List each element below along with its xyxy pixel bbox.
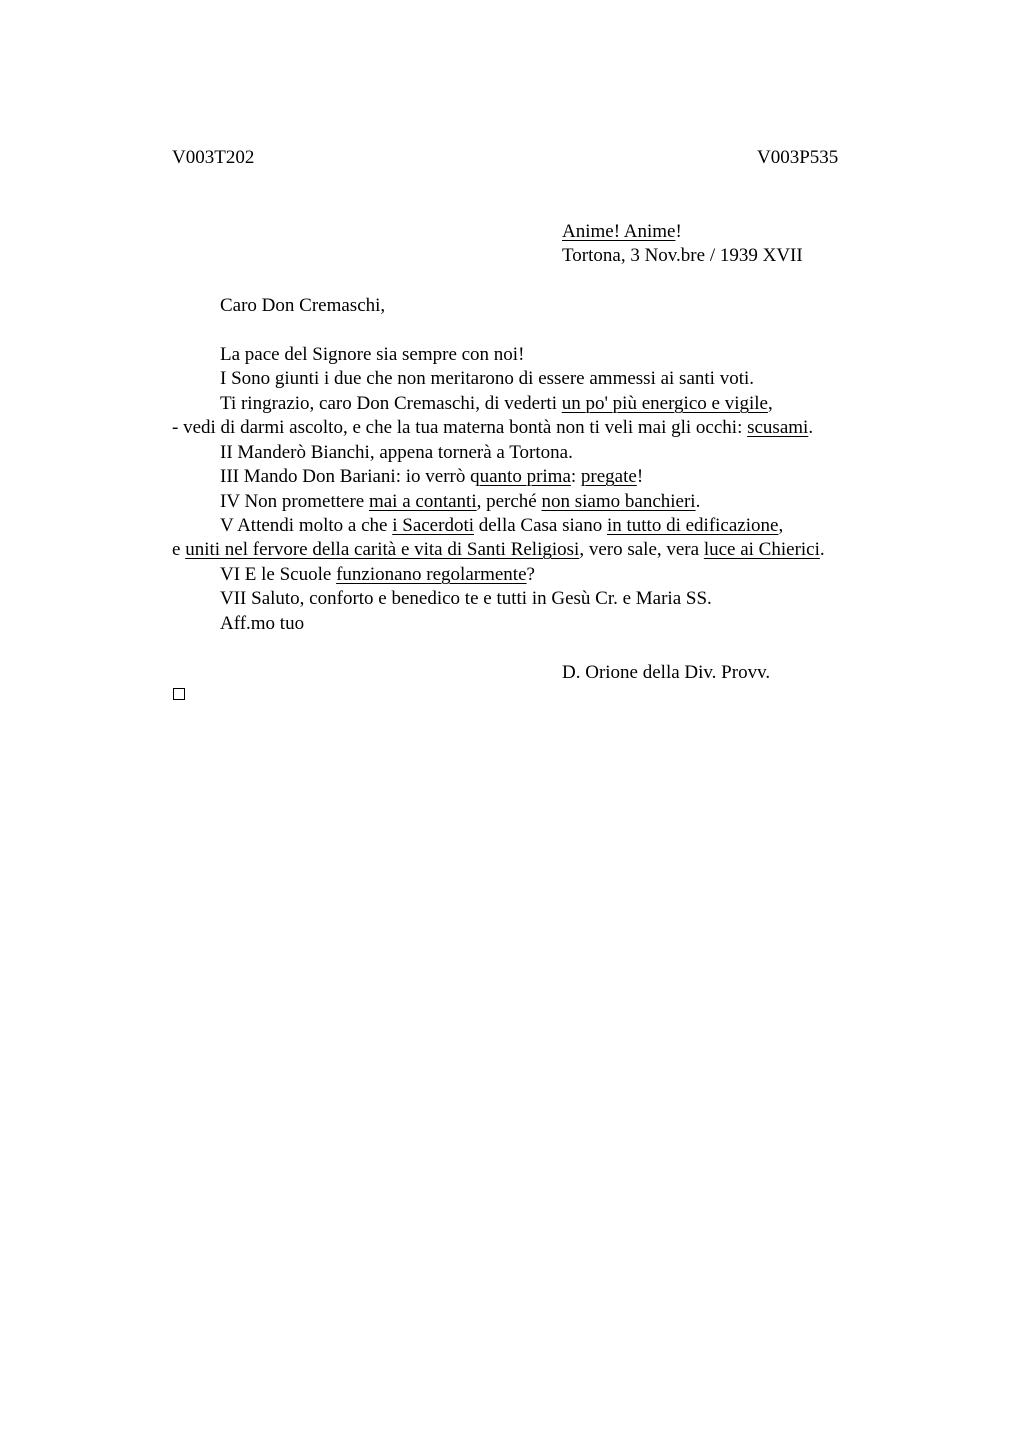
place-date: Tortona, 3 Nov.bre / 1939 XVII (562, 245, 803, 266)
body-line-9 (172, 538, 825, 562)
body-line-6-underlined-2: pregate (580, 466, 637, 487)
body-line-10-underlined: funzionano regolarmente (336, 564, 527, 585)
body-line-4-text: - vedi di darmi ascolto, e che la tua materna bontà non ti veli mai gli occhi: (172, 417, 748, 438)
body-line-6-text: III Mando Don Bariani: io verrò q (220, 466, 480, 487)
body-line-6-sep: : (570, 466, 581, 487)
body-line-12: Aff.mo tuo (220, 613, 305, 634)
body-line-10 (220, 563, 535, 587)
left-document-code: V003T202 (172, 147, 255, 168)
body-line-8-underlined-1: i Sacerdoti (392, 515, 474, 536)
body-line-3-text: Ti ringrazio, caro Don Cremaschi, di vederti (220, 393, 562, 414)
body-line-7-underlined-1: mai a contanti (368, 491, 477, 512)
body-line-4-underlined: scusami (747, 417, 809, 438)
body-line-8-text: V Attendi molto a che (220, 515, 393, 536)
body-line-9-mid: , vero sale, vera (579, 539, 704, 560)
body-line-7-end: . (695, 491, 701, 512)
body-line-1: La pace del Signore sia sempre con noi! (220, 344, 525, 365)
right-document-code: V003P535 (757, 147, 839, 168)
salutation: Caro Don Cremaschi, (220, 295, 386, 316)
body-line-5: II Manderò Bianchi, appena tornerà a Tortona. (220, 442, 573, 463)
motto (562, 220, 682, 244)
body-line-10-text: VI E le Scuole (220, 564, 337, 585)
body-line-7-mid: , perché (476, 491, 542, 512)
body-line-9-underlined-2: luce ai Chierici (703, 539, 820, 560)
body-line-4-end: . (808, 417, 814, 438)
body-line-7-underlined-2: non siamo banchieri (541, 491, 696, 512)
body-line-3-end: , (767, 393, 773, 414)
signature: D. Orione della Div. Provv. (562, 662, 771, 683)
body-line-3-underlined: un po' più energico e vigile (561, 393, 768, 414)
motto-exclamation: ! (675, 221, 682, 242)
body-line-8-end: , (778, 515, 784, 536)
body-line-3 (220, 392, 773, 416)
body-line-6-end: ! (636, 466, 644, 487)
body-line-6-underlined-1: uanto prima (479, 466, 571, 487)
body-line-8-underlined-2: in tutto di edificazione (606, 515, 779, 536)
body-line-8-mid: della Casa siano (474, 515, 607, 536)
body-line-9-underlined-1: uniti nel fervore della carità e vita di Santi Religiosi (185, 539, 580, 560)
body-line-10-end: ? (526, 564, 535, 585)
body-line-2: I Sono giunti i due che non meritarono di essere ammessi ai santi voti. (220, 368, 755, 389)
motto-underlined: Anime! Anime (562, 221, 676, 242)
checkbox-square-icon (173, 688, 185, 700)
body-line-7-text: IV Non promettere (220, 491, 369, 512)
body-line-8 (220, 514, 783, 538)
body-line-6 (220, 465, 643, 489)
body-line-4 (172, 416, 813, 440)
body-line-9-end: . (819, 539, 825, 560)
body-line-11: VII Saluto, conforto e benedico te e tutti in Gesù Cr. e Maria SS. (220, 588, 712, 609)
body-line-7 (220, 490, 700, 514)
body-line-9-text: e (172, 539, 186, 560)
